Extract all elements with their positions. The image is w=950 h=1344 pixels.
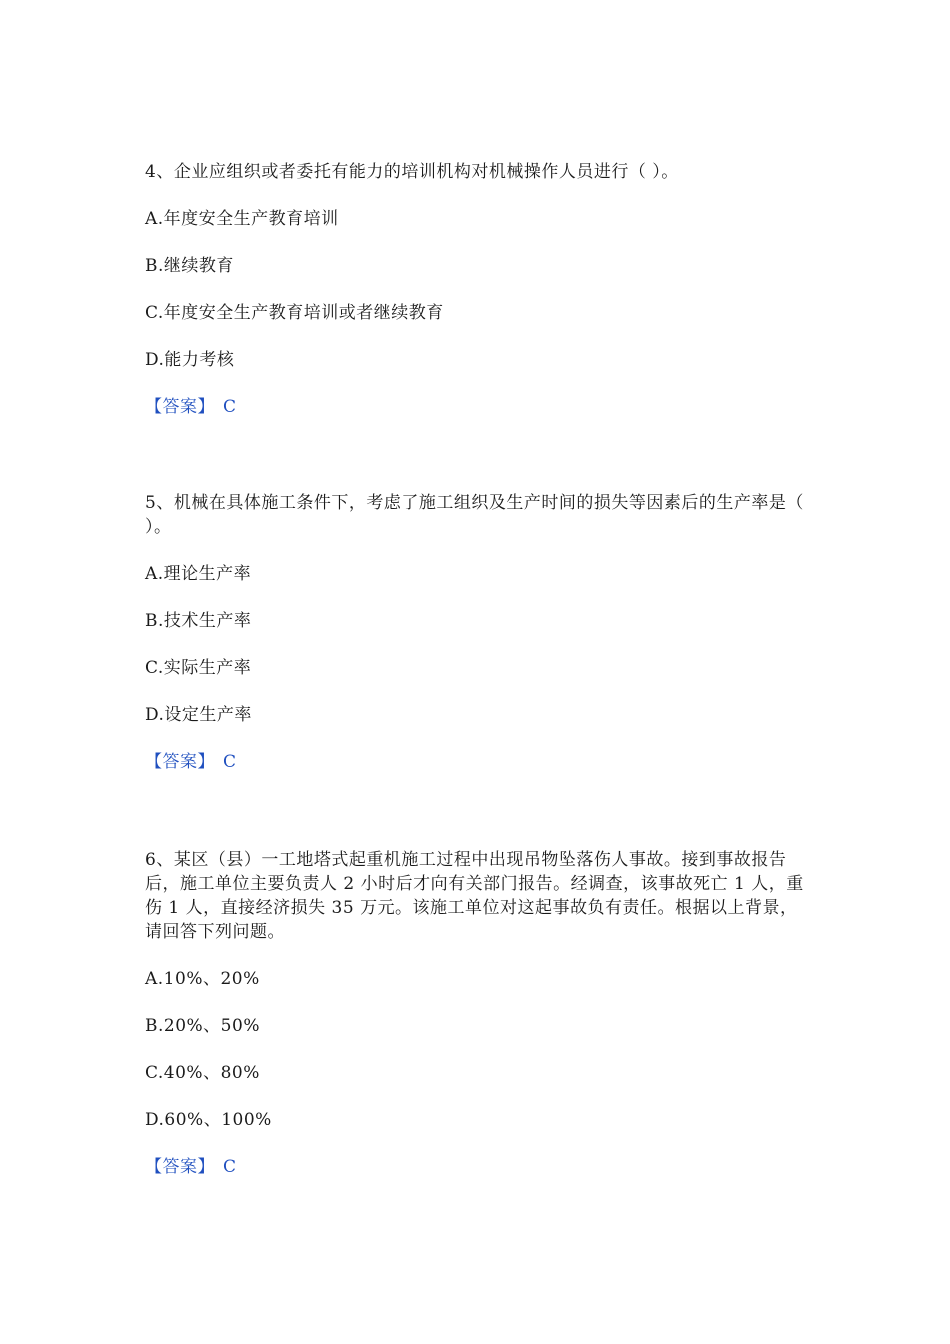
answer-value: C [223,752,237,772]
answer-value: C [223,1157,237,1177]
option-d: D.设定生产率 [145,705,252,725]
question-5 [145,491,810,774]
option-b: B.继续教育 [145,256,234,276]
option-list [145,967,810,1132]
option-a: A.10%、20% [145,969,260,989]
option-c: C.40%、80% [145,1063,260,1083]
option-a: A.理论生产率 [145,564,252,584]
answer-label: 【答案】 [145,752,215,772]
answer-line [145,750,810,774]
question-4 [145,160,810,419]
option-c: C.实际生产率 [145,658,252,678]
answer-label: 【答案】 [145,1157,215,1177]
answer-value: C [223,397,237,417]
question-stem: 4、企业应组织或者委托有能力的培训机构对机械操作人员进行（ ）。 [145,162,679,182]
option-b: B.20%、50% [145,1016,260,1036]
question-stem: 5、机械在具体施工条件下，考虑了施工组织及生产时间的损失等因素后的生产率是（ ）。 [145,493,804,537]
question-stem: 6、某区（县）一工地塔式起重机施工过程中出现吊物坠落伤人事故。接到事故报告后，施工单位主要负责人 2 小时后才向有关部门报告。经调查，该事故死亡 1 人，重伤 1 人，直接经济损失 35 万元。该施工单位对这起事故负有责任。根据以上背景，请回答下列问题。 [145,850,804,942]
option-a: A.年度安全生产教育培训 [145,209,339,229]
option-list [145,562,810,727]
answer-line [145,395,810,419]
answer-label: 【答案】 [145,397,215,417]
option-d: D.60%、100% [145,1110,272,1130]
option-list [145,207,810,372]
question-6 [145,848,810,1179]
option-d: D.能力考核 [145,350,235,370]
answer-line [145,1155,810,1179]
option-c: C.年度安全生产教育培训或者继续教育 [145,303,444,323]
option-b: B.技术生产率 [145,611,252,631]
